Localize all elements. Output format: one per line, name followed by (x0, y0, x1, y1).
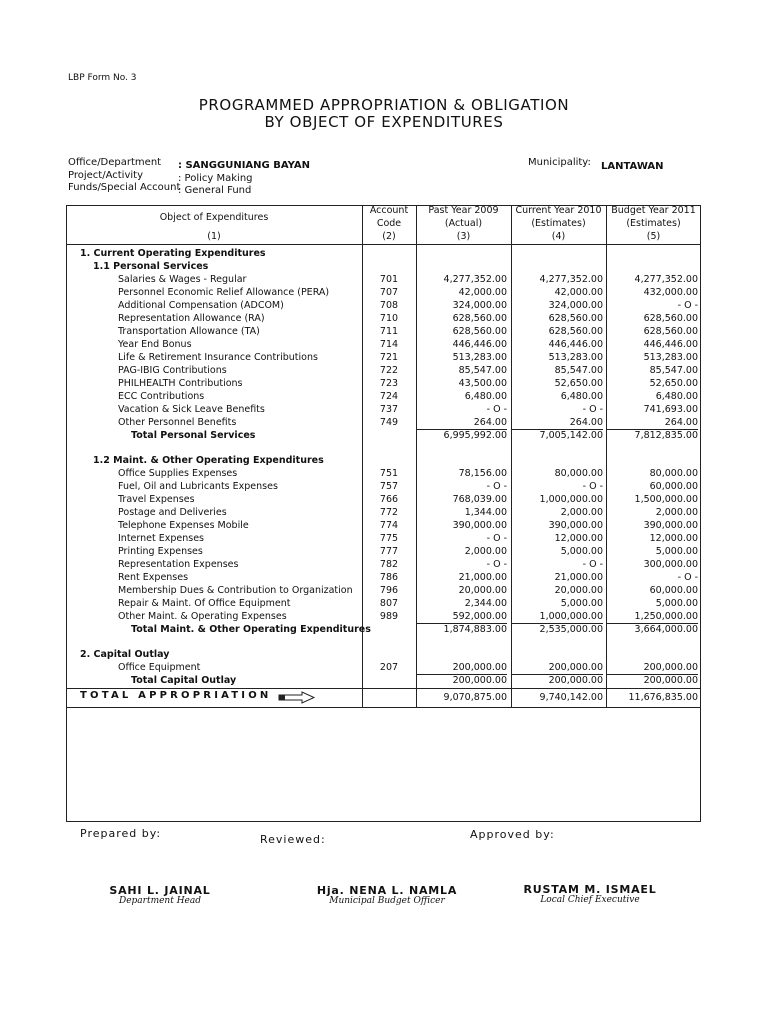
row-past: 768,039.00 (452, 494, 507, 505)
table-row (0, 390, 768, 403)
row-current: 446,446.00 (548, 339, 603, 350)
prepared-title: Department Head (118, 896, 202, 906)
total-past: 9,070,875.00 (443, 692, 507, 703)
row-label: PHILHEALTH Contributions (118, 378, 243, 389)
row-budget: 3,664,000.00 (634, 624, 698, 635)
row-label: 1. Current Operating Expenditures (80, 248, 266, 259)
row-budget: 628,560.00 (643, 313, 698, 324)
table-row (0, 545, 768, 558)
row-past: 200,000.00 (452, 675, 507, 686)
approved-name: RUSTAM M. ISMAEL (523, 883, 657, 896)
row-past: 628,560.00 (452, 313, 507, 324)
row-current: 1,000,000.00 (512, 610, 603, 624)
row-budget: 200,000.00 (607, 661, 698, 675)
row-past: - O - (486, 481, 507, 492)
row-code: 807 (379, 598, 399, 609)
row-label: Other Maint. & Operating Expenses (118, 611, 287, 622)
table-row (0, 571, 768, 584)
row-current: 324,000.00 (548, 300, 603, 311)
row-label: Representation Allowance (RA) (118, 313, 265, 324)
header-current-year (511, 204, 606, 243)
row-budget: 80,000.00 (649, 468, 698, 479)
table-row (0, 364, 768, 377)
row-budget: 12,000.00 (649, 533, 698, 544)
funds-value: : General Fund (178, 185, 252, 197)
reviewed-title: Municipal Budget Officer (329, 896, 445, 906)
row-current: - O - (582, 481, 603, 492)
table-row (0, 506, 768, 519)
row-current: - O - (582, 559, 603, 570)
header-past-num: (3) (456, 231, 471, 242)
row-label: Personnel Economic Relief Allowance (PERA) (118, 287, 330, 298)
row-label: Office Supplies Expenses (118, 468, 238, 479)
row-code: 737 (379, 404, 399, 415)
row-code: 707 (379, 287, 399, 298)
row-past: 42,000.00 (458, 287, 507, 298)
municipality-label: Municipality: (528, 157, 591, 168)
row-budget: 200,000.00 (643, 675, 698, 686)
row-past: 1,874,883.00 (443, 624, 507, 635)
row-past: 20,000.00 (458, 585, 507, 596)
subtotal-row (0, 429, 768, 442)
row-budget: 432,000.00 (643, 287, 698, 298)
row-past: 1,344.00 (464, 507, 507, 518)
row-past: 6,995,992.00 (443, 430, 507, 441)
row-budget: 7,812,835.00 (634, 430, 698, 441)
row-label: Office Equipment (118, 662, 201, 673)
header-current-num: (4) (551, 231, 566, 242)
row-past: 21,000.00 (458, 572, 507, 583)
reviewed-label: Reviewed: (260, 833, 326, 846)
row-label: Additional Compensation (ADCOM) (118, 300, 284, 311)
header-object: Object of Expenditures (159, 212, 269, 223)
row-code: 207 (379, 662, 399, 673)
row-code: 777 (379, 546, 399, 557)
row-current: 5,000.00 (560, 598, 603, 609)
row-label: Life & Retirement Insurance Contributions (118, 352, 318, 363)
table-row (0, 338, 768, 351)
header-code-line2: Code (376, 218, 402, 229)
row-code: 751 (379, 468, 399, 479)
table-row (0, 325, 768, 338)
table-row (0, 558, 768, 571)
office-label: Office/Department (68, 157, 162, 168)
project-value: : Policy Making (178, 172, 253, 184)
row-past: - O - (486, 533, 507, 544)
row-budget: 5,000.00 (655, 546, 698, 557)
row-past: - O - (486, 559, 507, 570)
row-label: Postage and Deliveries (118, 507, 227, 518)
row-budget: 300,000.00 (643, 559, 698, 570)
header-budget-line2: (Estimates) (626, 218, 681, 229)
row-label: Fuel, Oil and Lubricants Expenses (118, 481, 278, 492)
prepared-name: SAHI L. JAINAL (109, 884, 211, 897)
row-label: Travel Expenses (118, 494, 195, 505)
header-budget-year (606, 204, 701, 243)
row-past: - O - (486, 404, 507, 415)
row-budget: 60,000.00 (649, 481, 698, 492)
table-row (0, 403, 768, 416)
row-past: 4,277,352.00 (443, 274, 507, 285)
row-past: 592,000.00 (416, 610, 507, 624)
row-past: 2,344.00 (464, 598, 507, 609)
row-label: Telephone Expenses Mobile (118, 520, 249, 531)
row-budget: 1,500,000.00 (634, 494, 698, 505)
row-label: ECC Contributions (118, 391, 205, 402)
row-current: 20,000.00 (554, 585, 603, 596)
subsection-heading (0, 454, 768, 467)
row-current: 264.00 (512, 416, 603, 430)
header-past-line2: (Actual) (444, 218, 483, 229)
table-row (0, 416, 768, 429)
row-code: 723 (379, 378, 399, 389)
row-past: 628,560.00 (452, 326, 507, 337)
row-budget: 513,283.00 (643, 352, 698, 363)
row-budget: 1,250,000.00 (607, 610, 698, 624)
total-current: 9,740,142.00 (539, 692, 603, 703)
document-title: PROGRAMMED APPROPRIATION & OBLIGATION (198, 96, 570, 114)
row-budget: 390,000.00 (643, 520, 698, 531)
row-current: 42,000.00 (554, 287, 603, 298)
table-row (0, 273, 768, 286)
row-label: Total Capital Outlay (131, 675, 237, 686)
approved-title: Local Chief Executive (540, 895, 640, 905)
row-budget: - O - (677, 300, 698, 311)
table-row (0, 312, 768, 325)
row-current: 200,000.00 (512, 661, 603, 675)
row-past: 390,000.00 (452, 520, 507, 531)
row-current: 52,650.00 (554, 378, 603, 389)
row-current: 1,000,000.00 (539, 494, 603, 505)
row-current: 2,535,000.00 (539, 624, 603, 635)
total-top-divider (66, 688, 701, 689)
table-row (0, 532, 768, 545)
row-budget: 2,000.00 (655, 507, 698, 518)
row-budget: 628,560.00 (643, 326, 698, 337)
row-past: 43,500.00 (458, 378, 507, 389)
row-current: 628,560.00 (548, 326, 603, 337)
row-current: 7,005,142.00 (539, 430, 603, 441)
total-bottom-divider (66, 707, 701, 708)
row-code: 774 (379, 520, 399, 531)
row-label: Repair & Maint. Of Office Equipment (118, 598, 291, 609)
row-budget: 264.00 (607, 416, 698, 430)
table-row (0, 286, 768, 299)
row-code: 708 (379, 300, 399, 311)
row-label: Internet Expenses (118, 533, 205, 544)
subtotal-row (0, 623, 768, 636)
reviewed-name: Hja. NENA L. NAMLA (316, 884, 458, 897)
row-code: 714 (379, 339, 399, 350)
municipality-value: LANTAWAN (601, 161, 664, 172)
table-row (0, 480, 768, 493)
row-label: Vacation & Sick Leave Benefits (118, 404, 265, 415)
header-code (362, 204, 416, 243)
header-object-num: (1) (207, 231, 221, 242)
row-label: Year End Bonus (118, 339, 192, 350)
row-code: 989 (379, 611, 399, 622)
row-label: PAG-IBIG Contributions (118, 365, 227, 376)
row-budget: 5,000.00 (655, 598, 698, 609)
row-label: Printing Expenses (118, 546, 203, 557)
row-past: 324,000.00 (452, 300, 507, 311)
row-current: 85,547.00 (554, 365, 603, 376)
row-code: 772 (379, 507, 399, 518)
row-current: 513,283.00 (548, 352, 603, 363)
row-code: 701 (379, 274, 399, 285)
table-row (0, 584, 768, 597)
row-past: 264.00 (416, 416, 507, 430)
header-code-num: (2) (382, 231, 396, 242)
subtotal-row (0, 674, 768, 687)
row-budget: 52,650.00 (649, 378, 698, 389)
row-code: 710 (379, 313, 399, 324)
row-past: 85,547.00 (458, 365, 507, 376)
row-label: Rent Expenses (118, 572, 189, 583)
row-budget: 6,480.00 (655, 391, 698, 402)
row-current: 2,000.00 (560, 507, 603, 518)
table-row (0, 299, 768, 312)
header-past-line1: Past Year 2009 (428, 205, 499, 216)
header-code-line1: Account (369, 205, 409, 216)
table-row (0, 661, 768, 674)
row-code: 766 (379, 494, 399, 505)
table-row (0, 610, 768, 623)
row-budget: 446,446.00 (643, 339, 698, 350)
row-code: 786 (379, 572, 399, 583)
header-current-line1: Current Year 2010 (515, 205, 602, 216)
document-subtitle: BY OBJECT OF EXPENDITURES (264, 113, 504, 131)
row-past: 6,480.00 (464, 391, 507, 402)
header-budget-line1: Budget Year 2011 (611, 205, 696, 216)
table-row (0, 519, 768, 532)
row-past: 200,000.00 (416, 661, 507, 675)
row-code: 711 (379, 326, 399, 337)
row-current: 4,277,352.00 (539, 274, 603, 285)
row-current: 12,000.00 (554, 533, 603, 544)
table-row (0, 597, 768, 610)
row-code: 796 (379, 585, 399, 596)
row-code: 749 (379, 417, 399, 428)
row-label: Membership Dues & Contribution to Organization (118, 585, 353, 596)
row-current: 200,000.00 (548, 675, 603, 686)
row-current: 5,000.00 (560, 546, 603, 557)
row-past: 446,446.00 (452, 339, 507, 350)
approved-by-label: Approved by: (470, 828, 555, 841)
section-heading (0, 247, 768, 260)
row-code: 722 (379, 365, 399, 376)
row-budget: - O - (677, 572, 698, 583)
project-label: Project/Activity (68, 169, 143, 181)
total-appropriation-label: TOTAL APPROPRIATION (80, 690, 272, 701)
table-row (0, 351, 768, 364)
row-current: 21,000.00 (554, 572, 603, 583)
row-label: Representation Expenses (118, 559, 239, 570)
form-number: LBP Form No. 3 (68, 73, 137, 83)
meta-labels (68, 157, 180, 195)
row-current: 6,480.00 (560, 391, 603, 402)
header-divider (66, 244, 701, 245)
header-past-year (416, 204, 511, 243)
row-label: Other Personnel Benefits (118, 417, 237, 428)
row-budget: 4,277,352.00 (634, 274, 698, 285)
row-current: - O - (582, 404, 603, 415)
row-label: 2. Capital Outlay (80, 649, 170, 660)
row-code: 757 (379, 481, 399, 492)
row-budget: 60,000.00 (649, 585, 698, 596)
row-code: 721 (379, 352, 399, 363)
row-current: 628,560.00 (548, 313, 603, 324)
row-label: Salaries & Wages - Regular (118, 274, 247, 285)
row-budget: 85,547.00 (649, 365, 698, 376)
row-current: 390,000.00 (548, 520, 603, 531)
table-row (0, 493, 768, 506)
row-past: 2,000.00 (464, 546, 507, 557)
row-code: 775 (379, 533, 399, 544)
header-budget-num: (5) (646, 231, 661, 242)
section-heading (0, 648, 768, 661)
total-budget: 11,676,835.00 (628, 692, 698, 703)
row-current: 80,000.00 (554, 468, 603, 479)
row-code: 724 (379, 391, 399, 402)
subsection-heading (0, 260, 768, 273)
row-label: 1.1 Personal Services (93, 261, 209, 272)
row-budget: 741,693.00 (643, 404, 698, 415)
row-past: 513,283.00 (452, 352, 507, 363)
table-row (0, 377, 768, 390)
row-label: 1.2 Maint. & Other Operating Expenditures (93, 455, 324, 466)
row-label: Total Maint. & Other Operating Expenditures (131, 624, 371, 635)
table-row (0, 467, 768, 480)
prepared-by-label: Prepared by: (80, 827, 162, 840)
total-row (0, 691, 768, 704)
meta-values (178, 160, 310, 198)
row-label: Total Personal Services (131, 430, 256, 441)
funds-label: Funds/Special Account (68, 182, 181, 194)
office-value: : SANGGUNIANG BAYAN (178, 160, 311, 171)
row-code: 782 (379, 559, 399, 570)
row-label: Transportation Allowance (TA) (118, 326, 260, 337)
row-past: 78,156.00 (458, 468, 507, 479)
header-current-line2: (Estimates) (531, 218, 586, 229)
